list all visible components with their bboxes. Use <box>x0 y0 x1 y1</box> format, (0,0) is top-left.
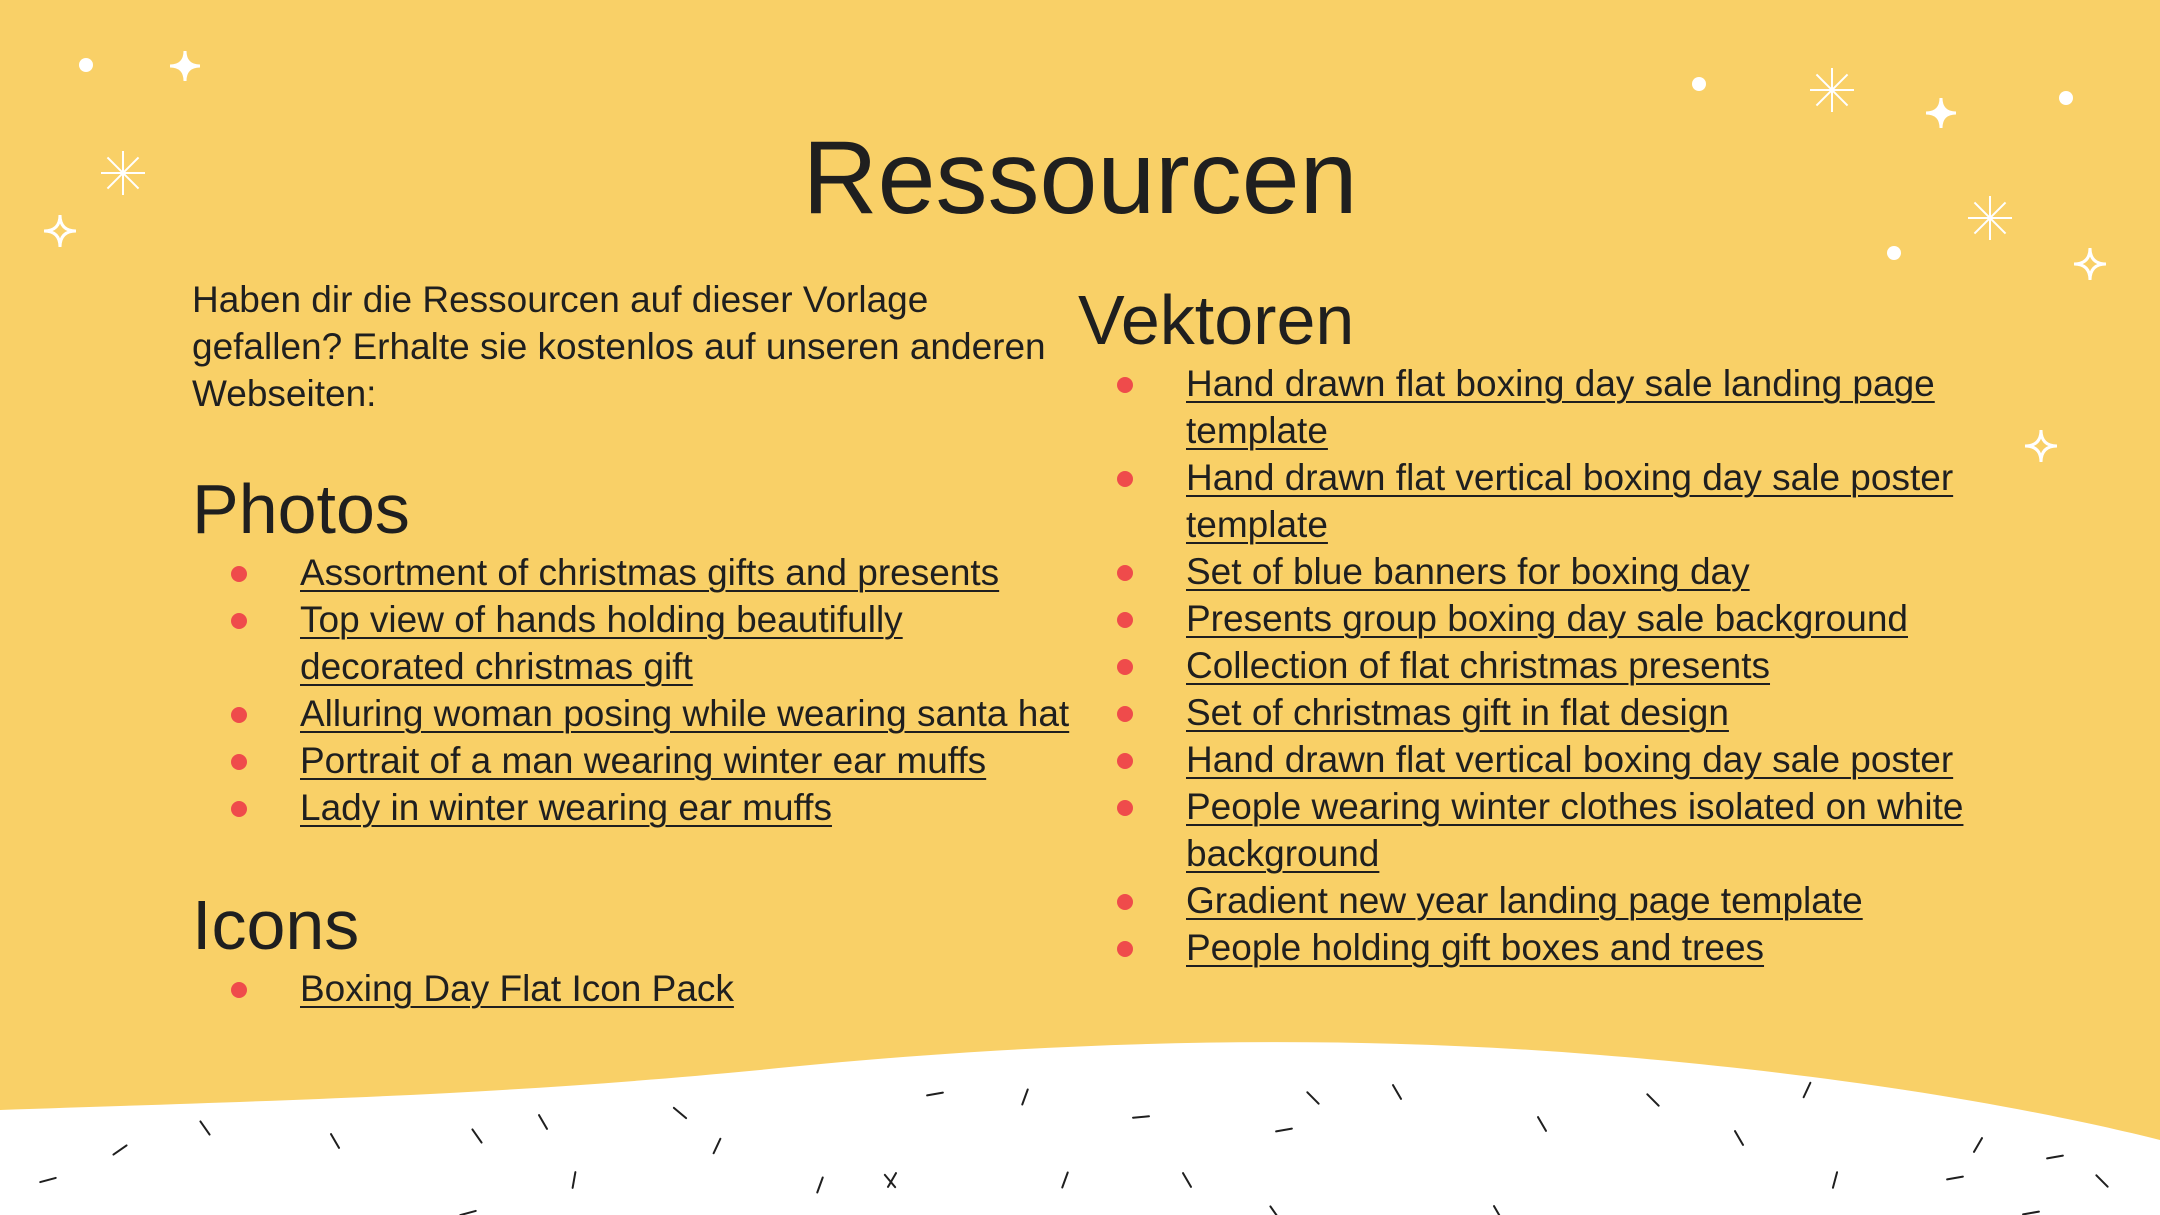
resource-link[interactable]: Lady in winter wearing ear muffs <box>300 787 832 828</box>
sparkle-icon <box>2025 430 2057 462</box>
list-item <box>192 965 1072 1012</box>
bullet-icon <box>231 566 247 582</box>
vectors-heading: Vektoren <box>1078 281 1355 359</box>
list-item <box>1078 783 1978 877</box>
list-item <box>192 596 1072 690</box>
sparkle-icon <box>2074 248 2106 280</box>
resource-link[interactable]: Assortment of christmas gifts and presents <box>300 552 1000 593</box>
icons-list <box>192 965 1072 1012</box>
resource-link[interactable]: Gradient new year landing page template <box>1186 880 1863 921</box>
bullet-icon <box>1117 659 1133 675</box>
resource-link[interactable]: Hand drawn flat vertical boxing day sale poster <box>1186 739 1954 780</box>
resource-link[interactable]: Portrait of a man wearing winter ear muffs <box>300 740 987 781</box>
resource-link[interactable]: Hand drawn flat boxing day sale landing page template <box>1186 363 1935 451</box>
resource-link[interactable]: Hand drawn flat vertical boxing day sale poster template <box>1186 457 1954 545</box>
icons-heading: Icons <box>192 886 360 964</box>
resource-link[interactable]: Set of christmas gift in flat design <box>1186 692 1729 733</box>
resource-link[interactable]: People wearing winter clothes isolated on white background <box>1186 786 1964 874</box>
right-column <box>1078 280 1978 971</box>
bullet-icon <box>1117 941 1133 957</box>
list-item <box>1078 595 1978 642</box>
bullet-icon <box>1117 894 1133 910</box>
dot-icon <box>2059 91 2073 105</box>
list-item <box>192 737 1072 784</box>
dot-icon <box>79 58 93 72</box>
dot-icon <box>1887 246 1901 260</box>
bullet-icon <box>1117 612 1133 628</box>
snow-dash <box>1133 1116 1149 1117</box>
list-item <box>1078 360 1978 454</box>
photos-list <box>192 549 1072 831</box>
bullet-icon <box>231 707 247 723</box>
list-item <box>192 784 1072 831</box>
snow-hill <box>0 1042 2160 1215</box>
bullet-icon <box>1117 471 1133 487</box>
list-item <box>192 549 1072 596</box>
list-item <box>192 690 1072 737</box>
sparkle-icon <box>170 51 200 81</box>
photos-heading: Photos <box>192 470 410 548</box>
bullet-icon <box>231 982 247 998</box>
slide-title: Ressourcen <box>802 120 1358 236</box>
resource-link[interactable]: Set of blue banners for boxing day <box>1186 551 1750 592</box>
resource-link[interactable]: Alluring woman posing while wearing santa hat <box>300 693 1070 734</box>
dot-icon <box>1692 77 1706 91</box>
bullet-icon <box>231 754 247 770</box>
bullet-icon <box>1117 706 1133 722</box>
resource-link[interactable]: Top view of hands holding beautifully decorated christmas gift <box>300 599 903 687</box>
bullet-icon <box>1117 377 1133 393</box>
bullet-icon <box>1117 753 1133 769</box>
asterisk-star-icon <box>1810 68 1854 112</box>
resource-link[interactable]: Presents group boxing day sale background <box>1186 598 1908 639</box>
left-column <box>192 276 1072 1012</box>
list-item <box>1078 689 1978 736</box>
resource-link[interactable]: Collection of flat christmas presents <box>1186 645 1771 686</box>
bullet-icon <box>231 613 247 629</box>
intro-text: Haben dir die Ressourcen auf dieser Vorlage gefallen? Erhalte sie kostenlos auf unseren anderen Webseiten: <box>192 279 1046 414</box>
list-item <box>1078 877 1978 924</box>
bullet-icon <box>1117 800 1133 816</box>
list-item <box>1078 736 1978 783</box>
list-item <box>1078 924 1978 971</box>
bullet-icon <box>1117 565 1133 581</box>
bullet-icon <box>231 801 247 817</box>
list-item <box>1078 642 1978 689</box>
list-item <box>1078 548 1978 595</box>
vectors-list <box>1078 360 1978 971</box>
list-item <box>1078 454 1978 548</box>
resource-link[interactable]: People holding gift boxes and trees <box>1186 927 1765 968</box>
resource-link[interactable]: Boxing Day Flat Icon Pack <box>300 968 734 1009</box>
